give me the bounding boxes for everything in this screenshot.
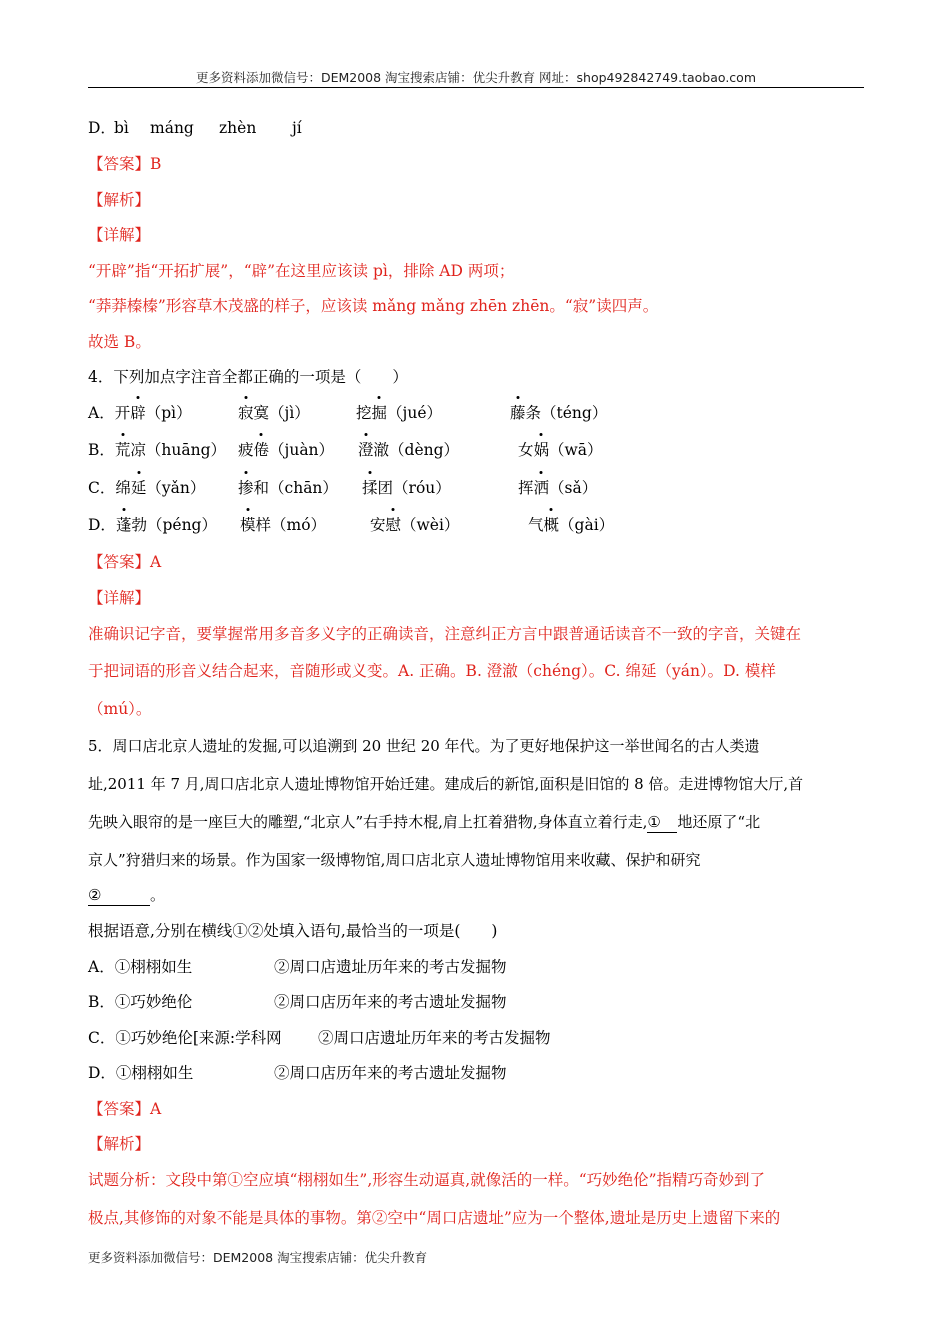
dotted-char: 辟 (130, 403, 146, 423)
q3-detail-label: 【详解】 (88, 226, 151, 244)
dotted-char: 慰 (386, 515, 402, 535)
q5-stem: 根据语意,分别在横线①②处填入语句,最恰当的一项是( ) (88, 922, 498, 940)
blank-2: ② (88, 885, 150, 906)
dotted-char: 概 (544, 515, 560, 535)
dotted-char: 延 (131, 478, 147, 498)
header-divider (88, 87, 864, 88)
q5-passage-line-4: 京人”狩猎归来的场景。作为国家一级博物馆,周口店北京人遗址博物馆用来收藏、保护和研究 (88, 851, 701, 869)
dotted-char: 蓬 (116, 515, 132, 535)
q5-passage-line-5: ② 。 (88, 886, 166, 904)
dotted-char: 娲 (534, 440, 550, 460)
q4-detail-label: 【详解】 (88, 589, 151, 607)
q4-answer: 【答案】A (88, 553, 162, 571)
q5-answer: 【答案】A (88, 1100, 162, 1118)
q4-stem: 4．下列加点字注音全都正确的一项是（ ） (88, 368, 408, 386)
q3-explanation-3: 故选 B。 (88, 333, 151, 351)
q3-explanation-1: “开辟”指“开拓扩展”，“辟”在这里应该读 pì，排除 AD 两项； (88, 262, 515, 280)
q5-option-d: D．①栩栩如生 ②周口店历年来的考古遗址发掘物 (88, 1064, 507, 1082)
dotted-char: 倦 (254, 440, 270, 460)
blank-1: ① (647, 812, 677, 833)
q5-passage-line-2: 址,2011 年 7 月,周口店北京人遗址博物馆开始迁建。建成后的新馆,面积是旧馆的 8 倍。走进博物馆大厅,首 (88, 775, 804, 793)
q5-explanation-1: 试题分析：文段中第①空应填“栩栩如生”,形容生动逼真,就像活的一样。“巧妙绝伦”指精巧奇妙到了 (88, 1171, 766, 1189)
dotted-char: 藤 (510, 403, 526, 423)
q3-analysis-label: 【解析】 (88, 191, 151, 209)
dotted-char: 洒 (534, 478, 550, 498)
dotted-char: 掺 (238, 478, 254, 498)
q4-explanation-2: 于把词语的形音义结合起来，音随形或义变。A. 正确。B. 澄澈（chéng）。C. 绵延（yán）。D. 模样 (88, 662, 776, 680)
q3-explanation-2: “莽莽榛榛”形容草木茂盛的样子，应该读 mǎng mǎng zhēn zhēn。“寂”读四声。 (88, 297, 659, 315)
q5-explanation-2: 极点,其修饰的对象不能是具体的事物。第②空中“周口店遗址”应为一个整体,遗址是历史上遗留下来的 (88, 1209, 781, 1227)
dotted-char: 掘 (372, 403, 388, 423)
dotted-char: 揉 (362, 478, 378, 498)
q3-answer: 【答案】B (88, 155, 162, 173)
q5-analysis-label: 【解析】 (88, 1135, 151, 1153)
q5-passage-line-1: 5．周口店北京人遗址的发掘,可以追溯到 20 世纪 20 年代。为了更好地保护这一举世闻名的古人类遗 (88, 737, 760, 755)
dotted-char: 荒 (115, 440, 131, 460)
dotted-char: 寂 (238, 403, 254, 423)
q4-explanation-3: （mú）。 (88, 700, 152, 718)
q4-option-a: A．开 辟（pì） 寂寞（jì） 挖 掘（jué） 藤条（téng） (88, 403, 192, 423)
q4-explanation-1: 准确识记字音，要掌握常用多音多义字的正确读音，注意纠正方言中跟普通话读音不一致的字音，关键在 (88, 625, 802, 643)
dotted-char: 模 (240, 515, 256, 535)
q5-option-c: C．①巧妙绝伦[来源:学科网 ②周口店遗址历年来的考古发掘物 (88, 1029, 551, 1047)
q4-option-c: C．绵 延（yǎn） 掺和（chān） 揉团（róu） 挥 洒（sǎ） (88, 478, 205, 498)
q3-option-d: D． bì máng zhèn jí (88, 119, 302, 137)
q5-option-a: A．①栩栩如生 ②周口店遗址历年来的考古发掘物 (88, 958, 507, 976)
q4-option-d: D． 蓬勃（péng） 模样（mó） 安 慰（wèi） 气 概（gài） (88, 515, 217, 535)
page-footer: 更多资料添加微信号：DEM2008 淘宝搜索店铺：优尖升教育 (88, 1250, 428, 1265)
q5-option-b: B．①巧妙绝伦 ②周口店历年来的考古遗址发掘物 (88, 993, 507, 1011)
q4-option-b: B． 荒凉（huāng） 疲 倦（juàn） 澄澈（dèng） 女 娲（wā） (88, 440, 226, 460)
q5-passage-line-3: 先映入眼帘的是一座巨大的雕塑,“北京人”右手持木棍,肩上扛着猎物,身体直立着行走,① 地还原了“北 (88, 813, 761, 831)
page-header: 更多资料添加微信号：DEM2008 淘宝搜索店铺：优尖升教育 网址：shop492842749.taobao.com (195, 70, 757, 85)
dotted-char: 澄 (358, 440, 374, 460)
